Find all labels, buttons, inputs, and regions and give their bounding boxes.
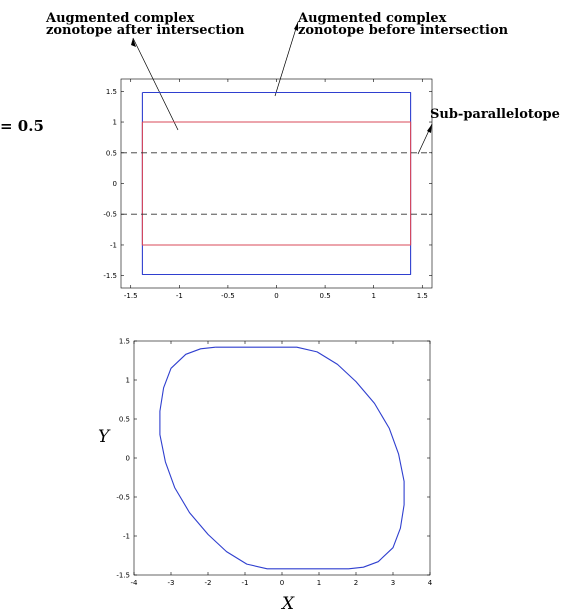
chart-bottom-x-tick-label: -2 (204, 579, 212, 587)
chart-bottom-y-tick-label: -0.5 (116, 493, 130, 502)
chart-bottom-y-tick-label: -1.5 (116, 571, 130, 580)
chart-bottom-frame (134, 341, 430, 575)
arrow-after-line (133, 38, 178, 130)
chart-top-x-tick-label: -0.5 (221, 292, 235, 300)
annotation-before-line1: Augmented complex (298, 11, 447, 26)
chart-bottom-y-tick-label: 0 (125, 454, 130, 463)
chart-bottom-xlabel: X (282, 594, 295, 614)
annotation-after-line2: zonotope after intersection (46, 23, 245, 38)
chart-bottom-x-tick-label: 4 (427, 579, 433, 587)
annotation-before-line2: zonotope before intersection (298, 23, 509, 38)
chart-top-y-ticks (103, 88, 432, 280)
chart-bottom-x-tick-label: -3 (167, 579, 175, 587)
chart-top-y-tick-label: -1.5 (103, 272, 117, 281)
chart-bottom-x-tick-label: 0 (279, 579, 285, 587)
chart-top-y-tick-label: 0 (112, 180, 117, 188)
chart-top-frame (121, 79, 432, 288)
chart-bottom-x-tick-label: -4 (130, 579, 138, 587)
annotation-lambda: = 0.5 (0, 117, 44, 135)
chart-bottom-series-line-0 (160, 347, 404, 569)
chart-top-x-tick-label: 0.5 (319, 292, 331, 300)
arrow-before-head (294, 22, 298, 31)
chart-bottom-y-tick-label: 1.5 (118, 337, 130, 346)
chart-bottom (98, 338, 433, 615)
chart-bottom-series (160, 347, 404, 569)
chart-bottom-x-ticks (131, 341, 433, 587)
arrow-sub-head (427, 124, 432, 133)
chart-bottom-y-ticks (116, 338, 430, 580)
chart-top-series-line-1 (142, 122, 410, 245)
chart-top-y-tick-label: 1.5 (105, 87, 117, 96)
chart-top (103, 79, 432, 300)
chart-top-series-line-0 (142, 93, 410, 275)
annotation-sub-parallelotope: Sub-parallelotope (430, 107, 560, 122)
chart-top-y-tick-label: 1 (112, 118, 117, 127)
chart-bottom-x-tick-label: 1 (316, 579, 322, 587)
chart-top-x-tick-label: 1 (371, 292, 376, 300)
chart-bottom-ylabel: Y (98, 427, 110, 447)
chart-top-x-tick-label: 0 (274, 292, 279, 300)
chart-top-x-tick-label: 1.5 (416, 292, 428, 300)
chart-top-y-tick-label: -0.5 (103, 210, 117, 219)
chart-bottom-x-tick-label: 2 (353, 579, 359, 587)
chart-top-x-tick-label: -1 (175, 292, 183, 300)
chart-bottom-y-tick-label: 0.5 (118, 415, 130, 424)
chart-bottom-x-tick-label: -1 (241, 579, 249, 587)
chart-top-x-tick-label: -1.5 (123, 292, 138, 300)
arrow-before-line (275, 22, 298, 96)
annotation-after-line1: Augmented complex (46, 11, 195, 26)
chart-bottom-x-tick-label: 3 (390, 579, 396, 587)
chart-bottom-y-tick-label: -1 (123, 532, 130, 541)
chart-top-series (121, 93, 432, 275)
chart-bottom-y-tick-label: 1 (125, 376, 130, 385)
chart-top-y-tick-label: 0.5 (105, 149, 117, 158)
chart-top-y-tick-label: -1 (110, 241, 117, 250)
